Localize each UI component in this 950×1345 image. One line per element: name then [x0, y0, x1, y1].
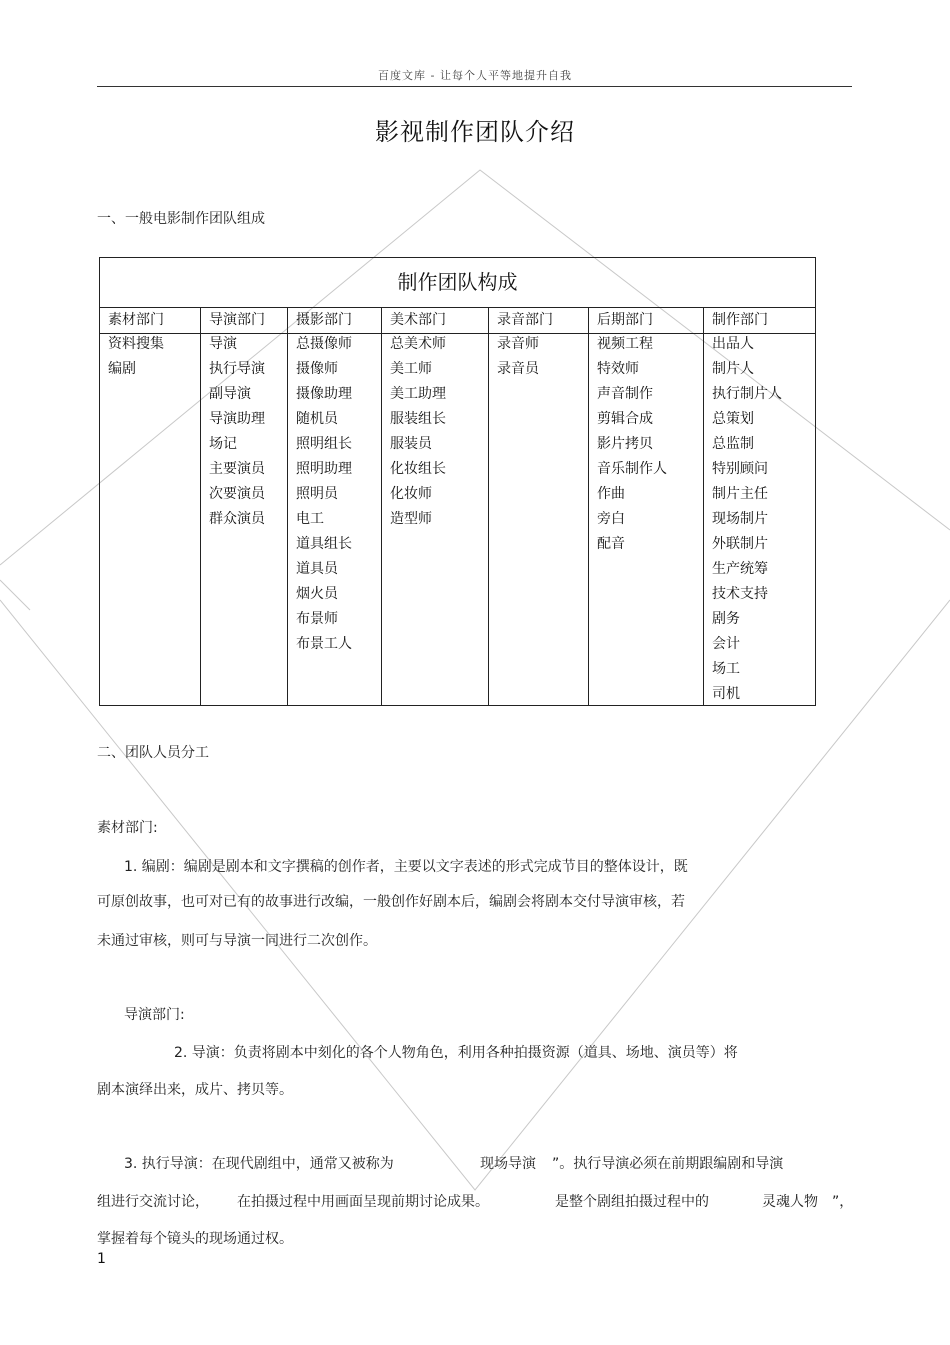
paragraph-line: 剧本演绎出来，成片、拷贝等。: [97, 1082, 293, 1098]
table-cell: 剧务: [712, 611, 740, 627]
table-cell: 照明员: [296, 486, 338, 502]
paragraph-fragment: ”。执行导演必须在前期跟编剧和导演: [552, 1156, 784, 1172]
paragraph-fragment: ”，: [832, 1194, 854, 1210]
page-header: 百度文库 - 让每个人平等地提升自我: [378, 69, 572, 82]
table-cell: 照明组长: [296, 436, 352, 452]
table-cell: 布景工人: [296, 636, 352, 652]
paragraph-fragment: 灵魂人物: [762, 1194, 818, 1210]
table-cell: 造型师: [390, 511, 432, 527]
table-cell: 制片人: [712, 361, 754, 377]
table-cell: 群众演员: [209, 511, 265, 527]
table-cell: 影片拷贝: [597, 436, 653, 452]
table-title: 制作团队构成: [100, 258, 815, 308]
table-cell: 司机: [712, 686, 740, 702]
table-cell: 录音师: [497, 336, 539, 352]
table-cell: 美工助理: [390, 386, 446, 402]
table-cell: 道具组长: [296, 536, 352, 552]
table-cell: 特别顾问: [712, 461, 768, 477]
column-post: [589, 334, 703, 559]
table-cell: 特效师: [597, 361, 639, 377]
table-cell: 服装员: [390, 436, 432, 452]
paragraph-fragment: 组进行交流讨论，: [97, 1194, 209, 1210]
table-cell: 布景师: [296, 611, 338, 627]
column-director: [201, 334, 287, 534]
column-camera: [288, 334, 381, 659]
table-cell: 摄像助理: [296, 386, 352, 402]
paragraph-line: 未通过审核，则可与导演一同进行二次创作。: [97, 933, 377, 949]
paragraph-fragment: 是整个剧组拍摄过程中的: [555, 1194, 709, 1210]
table-cell: 电工: [296, 511, 324, 527]
table-cell: 化妆师: [390, 486, 432, 502]
table-cell: 旁白: [597, 511, 625, 527]
table-cell: 出品人: [712, 336, 754, 352]
table-cell: 导演: [209, 336, 237, 352]
table-cell: 总美术师: [390, 336, 446, 352]
table-cell: 外联制片: [712, 536, 768, 552]
column-header: 制作部门: [712, 312, 768, 328]
column-sound: [489, 334, 588, 384]
table-cell: 服装组长: [390, 411, 446, 427]
header-rule: [97, 86, 852, 87]
table-cell: 录音员: [497, 361, 539, 377]
table-cell: 次要演员: [209, 486, 265, 502]
paragraph-line: 2. 导演：负责将剧本中刻化的各个人物角色，利用各种拍摄资源（道具、场地、演员等）将: [174, 1045, 738, 1061]
table-header-row: [100, 307, 815, 334]
table-cell: 技术支持: [712, 586, 768, 602]
paragraph-fragment: 在拍摄过程中用画面呈现前期讨论成果。: [237, 1194, 489, 1210]
paragraph-line: 掌握着每个镜头的现场通过权。: [97, 1231, 293, 1247]
table-cell: 总策划: [712, 411, 754, 427]
table-cell: 声音制作: [597, 386, 653, 402]
table-cell: 执行制片人: [712, 386, 782, 402]
table-cell: 编剧: [108, 361, 136, 377]
team-composition-table: [99, 257, 816, 706]
page-number: 1: [97, 1251, 106, 1267]
table-cell: 现场制片: [712, 511, 768, 527]
column-header: 导演部门: [209, 312, 265, 328]
table-cell: 摄像师: [296, 361, 338, 377]
table-cell: 生产统筹: [712, 561, 768, 577]
table-cell: 主要演员: [209, 461, 265, 477]
table-cell: 作曲: [597, 486, 625, 502]
section-1-heading: 一、一般电影制作团队组成: [97, 211, 265, 227]
table-cell: 导演助理: [209, 411, 265, 427]
table-cell: 视频工程: [597, 336, 653, 352]
material-dept-label: 素材部门:: [97, 820, 158, 836]
column-header: 后期部门: [597, 312, 653, 328]
table-cell: 总摄像师: [296, 336, 352, 352]
column-art: [382, 334, 488, 534]
table-cell: 制片主任: [712, 486, 768, 502]
table-cell: 道具员: [296, 561, 338, 577]
column-production: [704, 334, 816, 709]
table-cell: 随机员: [296, 411, 338, 427]
table-cell: 总监制: [712, 436, 754, 452]
column-header: 素材部门: [108, 312, 164, 328]
paragraph-line: 可原创故事，也可对已有的故事进行改编，一般创作好剧本后，编剧会将剧本交付导演审核，若: [97, 894, 685, 910]
table-cell: 照明助理: [296, 461, 352, 477]
table-cell: 烟火员: [296, 586, 338, 602]
table-cell: 化妆组长: [390, 461, 446, 477]
column-materials: [100, 334, 200, 384]
document-title: 影视制作团队介绍: [375, 118, 575, 146]
table-cell: 场工: [712, 661, 740, 677]
table-cell: 配音: [597, 536, 625, 552]
table-cell: 副导演: [209, 386, 251, 402]
director-dept-label: 导演部门:: [124, 1007, 185, 1023]
column-header: 录音部门: [497, 312, 553, 328]
paragraph-fragment: 3. 执行导演：在现代剧组中，通常又被称为: [124, 1156, 394, 1172]
table-cell: 会计: [712, 636, 740, 652]
table-cell: 执行导演: [209, 361, 265, 377]
table-cell: 资料搜集: [108, 336, 164, 352]
table-cell: 场记: [209, 436, 237, 452]
column-header: 美术部门: [390, 312, 446, 328]
paragraph-line: 1. 编剧：编剧是剧本和文字撰稿的创作者，主要以文字表述的形式完成节目的整体设计，既: [124, 859, 688, 875]
paragraph-fragment: 现场导演: [480, 1156, 536, 1172]
table-cell: 剪辑合成: [597, 411, 653, 427]
table-cell: 音乐制作人: [597, 461, 667, 477]
table-cell: 美工师: [390, 361, 432, 377]
column-header: 摄影部门: [296, 312, 352, 328]
section-2-heading: 二、团队人员分工: [97, 745, 209, 761]
